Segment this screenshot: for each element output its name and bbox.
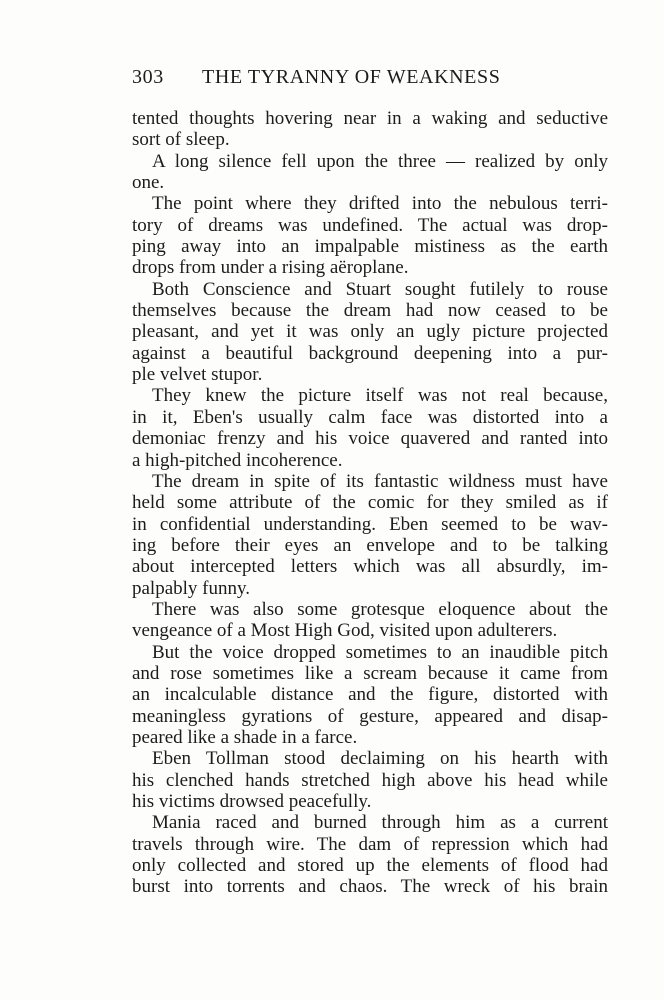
text-line: vengeance of a Most High God, visited upon adulterers.: [132, 620, 558, 642]
text-line: The dream in spite of its fantastic wildness must have: [152, 470, 608, 492]
text-line: pleasant, and yet it was only an ugly picture projected: [132, 321, 608, 343]
text-line: in confidential understanding. Eben seemed to be wav-: [132, 513, 608, 535]
text-line: tory of dreams was undefined. The actual was drop-: [132, 214, 608, 236]
text-line: ping away into an impalpable mistiness as the earth: [132, 236, 608, 258]
text-line: meaningless gyrations of gesture, appeared and disap-: [132, 705, 608, 727]
text-line: sort of sleep.: [132, 129, 230, 151]
text-line: themselves because the dream had now ceased to be: [132, 300, 608, 322]
text-line: Both Conscience and Stuart sought futilely to rouse: [152, 278, 608, 300]
text-line: travels through wire. The dam of repression which had: [132, 833, 608, 855]
text-line: demoniac frenzy and his voice quavered and ranted into: [132, 428, 608, 450]
text-line: a high-pitched incoherence.: [132, 449, 343, 471]
text-line: They knew the picture itself was not real because,: [152, 385, 608, 407]
text-line: about intercepted letters which was all absurdly, im-: [132, 556, 608, 578]
text-line: A long silence fell upon the three — realized by only: [152, 150, 608, 172]
text-line: There was also some grotesque eloquence about the: [152, 598, 608, 620]
text-line: But the voice dropped sometimes to an inaudible pitch: [152, 641, 608, 663]
text-line: his clenched hands stretched high above his head while: [132, 769, 608, 791]
text-line: ple velvet stupor.: [132, 364, 263, 386]
text-line: Eben Tollman stood declaiming on his hearth with: [152, 748, 608, 770]
text-line: in it, Eben's usually calm face was distorted into a: [132, 406, 608, 428]
text-line: The point where they drifted into the nebulous terri-: [152, 193, 608, 215]
text-line: palpably funny.: [132, 577, 251, 599]
text-line: tented thoughts hovering near in a waking and seductive: [132, 108, 608, 129]
text-line: an incalculable distance and the figure, distorted with: [132, 684, 608, 706]
text-line: and rose sometimes like a scream because it came from: [132, 662, 608, 684]
text-line: against a beautiful background deepening into a pur-: [132, 342, 608, 364]
page-number: 303: [132, 66, 164, 88]
text-line: drops from under a rising aëroplane.: [132, 257, 409, 279]
text-line: peared like a shade in a farce.: [132, 726, 358, 748]
text-line: only collected and stored up the elements of flood had: [132, 855, 608, 877]
text-line: Mania raced and burned through him as a current: [152, 812, 608, 834]
text-line: held some attribute of the comic for they smiled as if: [132, 492, 608, 514]
running-title: THE TYRANNY OF WEAKNESS: [202, 66, 501, 88]
text-line: his victims drowsed peacefully.: [132, 791, 372, 812]
page-header: [132, 66, 608, 96]
text-line: burst into torrents and chaos. The wreck of his brain: [132, 876, 608, 898]
text-line: one.: [132, 172, 165, 194]
body-text: [132, 108, 608, 898]
text-line: ing before their eyes an envelope and to be talking: [132, 534, 608, 556]
